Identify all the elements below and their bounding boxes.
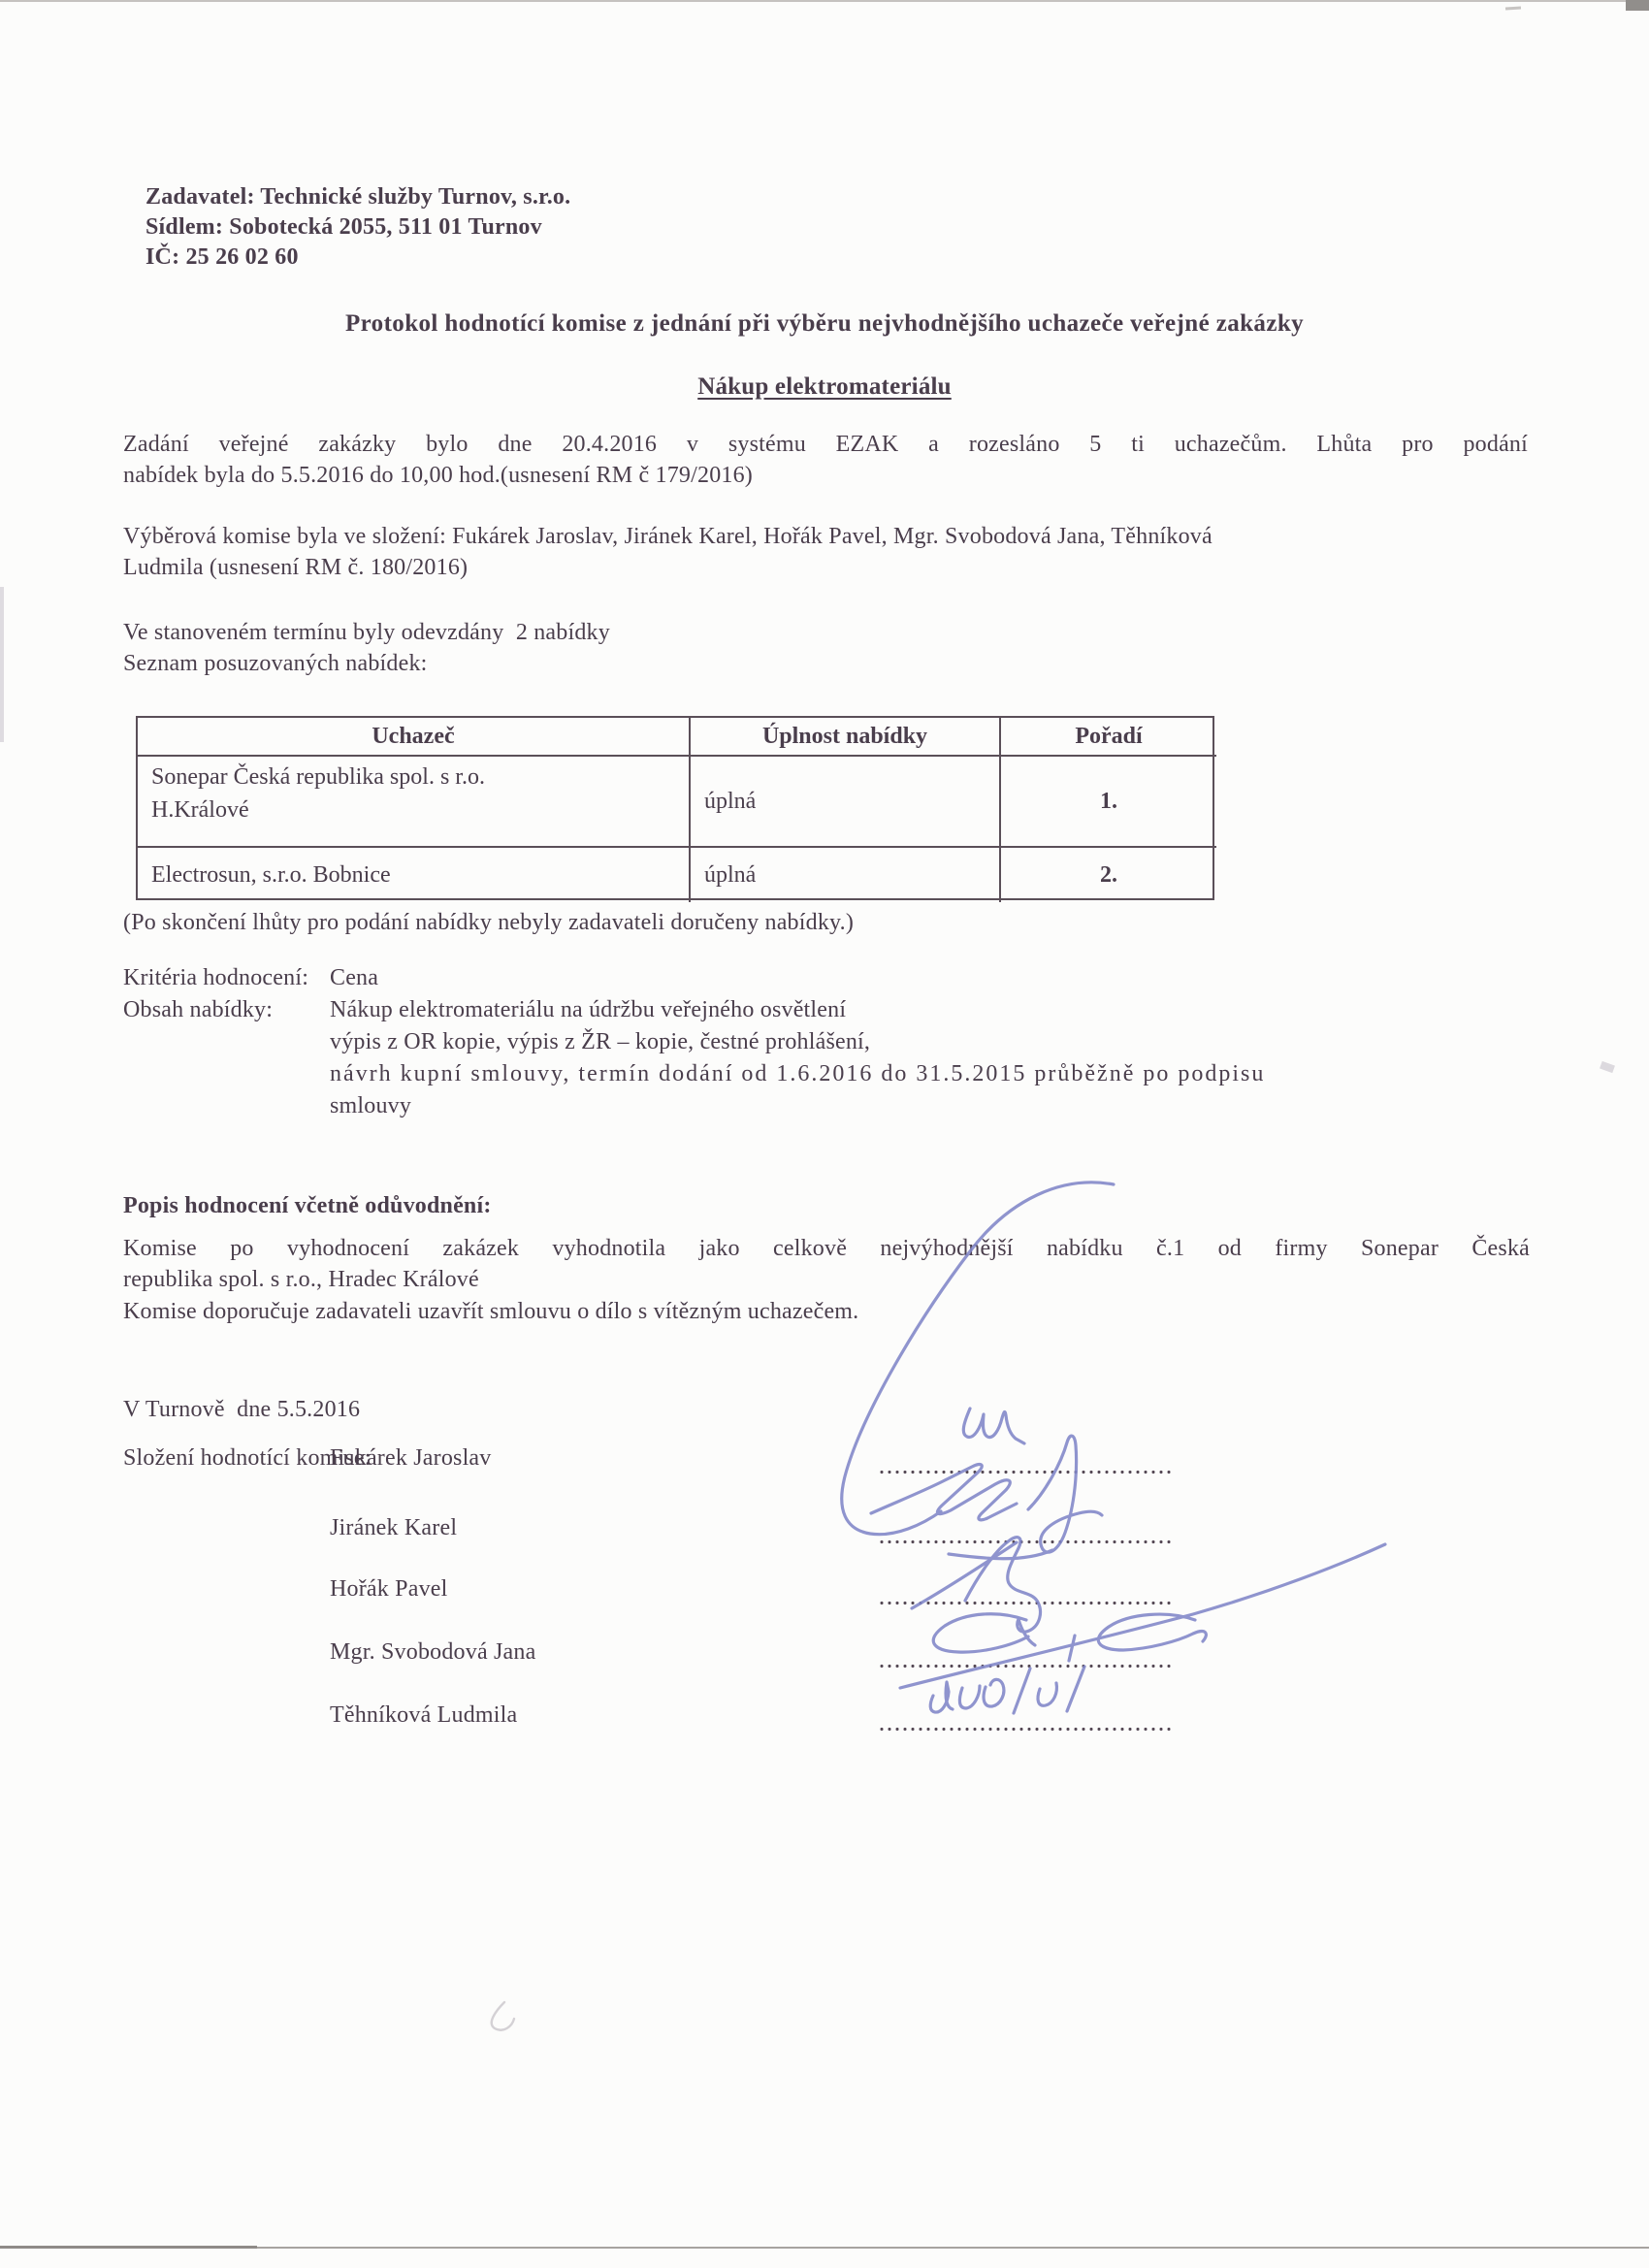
table-row-1-bidder — [138, 757, 691, 848]
signature-stroke-horak-diagonal — [912, 1542, 1017, 1608]
signer-name-tehnikova: Těhníková Ludmila — [330, 1702, 518, 1728]
evaluation-line-1: Komise po vyhodnocení zakázek vyhodnotila jako celkově nejvýhodnější nabídku č.1 od firmy Sonepar Česká — [123, 1236, 1530, 1261]
bids-table — [136, 716, 1214, 900]
signature-line-tehnikova — [878, 1726, 1171, 1731]
table-row-2-bidder: Electrosun, s.r.o. Bobnice — [138, 848, 691, 902]
signature-stroke-tehnikova-slash-1 — [1014, 1669, 1030, 1713]
signature-stroke-tehnikova-slash-2 — [1067, 1667, 1084, 1711]
issuer-address: Sídlem: Sobotecká 2055, 511 01 Turnov — [146, 214, 542, 240]
signers-label: Složení hodnotící komise: — [123, 1445, 372, 1471]
issuer-name: Zadavatel: Technické služby Turnov, s.r.o. — [146, 184, 571, 210]
submitted-bids-line: Ve stanoveném termínu byly odevzdány 2 nabídky — [123, 620, 610, 645]
signature-stroke-tehnikova-4 — [1038, 1683, 1056, 1705]
table-row-2-rank: 2. — [1100, 861, 1117, 888]
signature-line-horak — [878, 1600, 1171, 1604]
subject-title — [0, 372, 1649, 402]
signature-stroke-jiranek-loop — [1028, 1436, 1102, 1552]
document-title: Protokol hodnotící komise z jednání při výběru nejvhodnějšího uchazeče veřejné zakázky — [344, 310, 1305, 337]
bidder-name-line-2: H.Králové — [151, 797, 249, 823]
criteria-value: Cena — [330, 965, 379, 990]
issuer-ic: IČ: 25 26 02 60 — [146, 244, 299, 270]
place-date-line: V Turnově dne 5.5.2016 — [123, 1397, 361, 1422]
signer-name-fukarek: Fukárek Jaroslav — [330, 1445, 492, 1471]
signature-stroke-horak-letters — [965, 1538, 1040, 1645]
signature-stroke-jiranek-tail — [949, 1550, 1052, 1559]
evaluation-line-2: republika spol. s r.o., Hradec Králové — [123, 1267, 479, 1292]
signature-stroke-svobodova-tick — [1069, 1636, 1075, 1661]
bidder-name-line-1: Sonepar Česká republika spol. s r.o. — [151, 764, 485, 790]
signature-line-svobodova — [878, 1663, 1171, 1668]
signature-stroke-tehnikova-2 — [959, 1686, 980, 1708]
scan-artifact-right-speck — [1600, 1061, 1615, 1073]
subject-title-text: Nákup elektromateriálu — [697, 373, 952, 400]
signature-stroke-fukarek — [963, 1409, 1024, 1443]
signature-stroke-svobodova-right-curve — [1098, 1614, 1206, 1650]
scan-artifact-squiggle — [492, 2002, 514, 2030]
evaluation-line-3: Komise doporučuje zadavateli uzavřít smlouvu o dílo s vítězným uchazečem. — [123, 1299, 859, 1324]
intro-line-1: Zadání veřejné zakázky bylo dne 20.4.2016 v systému EZAK a rozesláno 5 ti uchazečům. Lhůta pro podání — [123, 432, 1528, 457]
signature-stroke-tehnikova-3 — [984, 1679, 1004, 1706]
no-late-bids-note: (Po skončení lhůty pro podání nabídky nebyly zadavateli doručeny nabídky.) — [123, 910, 855, 935]
content-label: Obsah nabídky: — [123, 997, 274, 1022]
signer-name-horak: Hořák Pavel — [330, 1576, 448, 1602]
content-line-3: návrh kupní smlouvy, termín dodání od 1.6.2016 do 31.5.2015 průběžně po podpisu — [330, 1061, 1266, 1086]
signature-stroke-svobodova-left-oval — [933, 1614, 1028, 1652]
committee-para-line-1: Výběrová komise byla ve složení: Fukárek Jaroslav, Jiránek Karel, Hořák Pavel, Mgr. Svobodová Jana, Těhníková — [123, 524, 1212, 549]
signer-name-svobodova: Mgr. Svobodová Jana — [330, 1639, 536, 1665]
signer-name-jiranek: Jiránek Karel — [330, 1515, 458, 1540]
scan-artifact-top-edge — [0, 0, 1649, 2]
content-line-1: Nákup elektromateriálu na údržbu veřejného osvětlení — [330, 997, 847, 1022]
committee-para-line-2: Ludmila (usnesení RM č. 180/2016) — [123, 555, 469, 580]
scan-artifact-top-right-corner — [1626, 0, 1649, 11]
criteria-label: Kritéria hodnocení: — [123, 965, 309, 990]
table-row-1-completeness: úplná — [691, 757, 1001, 848]
scan-artifact-left-smudge — [0, 587, 4, 742]
scan-artifact-top-dash — [1505, 6, 1521, 10]
signature-stroke-tehnikova-1 — [930, 1682, 953, 1712]
signature-line-jiranek — [878, 1539, 1171, 1543]
content-line-2: výpis z OR kopie, výpis z ŽR – kopie, čestné prohlášení, — [330, 1029, 871, 1054]
table-row-1-rank: 1. — [1001, 757, 1216, 848]
signature-line-fukarek — [878, 1469, 1171, 1474]
content-line-4: smlouvy — [330, 1093, 412, 1118]
table-row-2-completeness: úplná — [691, 848, 1001, 902]
table-header-completeness: Úplnost nabídky — [691, 718, 1001, 757]
scan-artifact-bottom-edge-dark — [0, 2246, 257, 2249]
table-header-bidder: Uchazeč — [138, 718, 691, 757]
table-header-rank: Pořadí — [1001, 718, 1216, 757]
bid-list-label: Seznam posuzovaných nabídek: — [123, 651, 428, 676]
intro-line-2: nabídek byla do 5.5.2016 do 10,00 hod.(usnesení RM č 179/2016) — [123, 463, 753, 488]
evaluation-heading: Popis hodnocení včetně odůvodnění: — [123, 1193, 492, 1218]
